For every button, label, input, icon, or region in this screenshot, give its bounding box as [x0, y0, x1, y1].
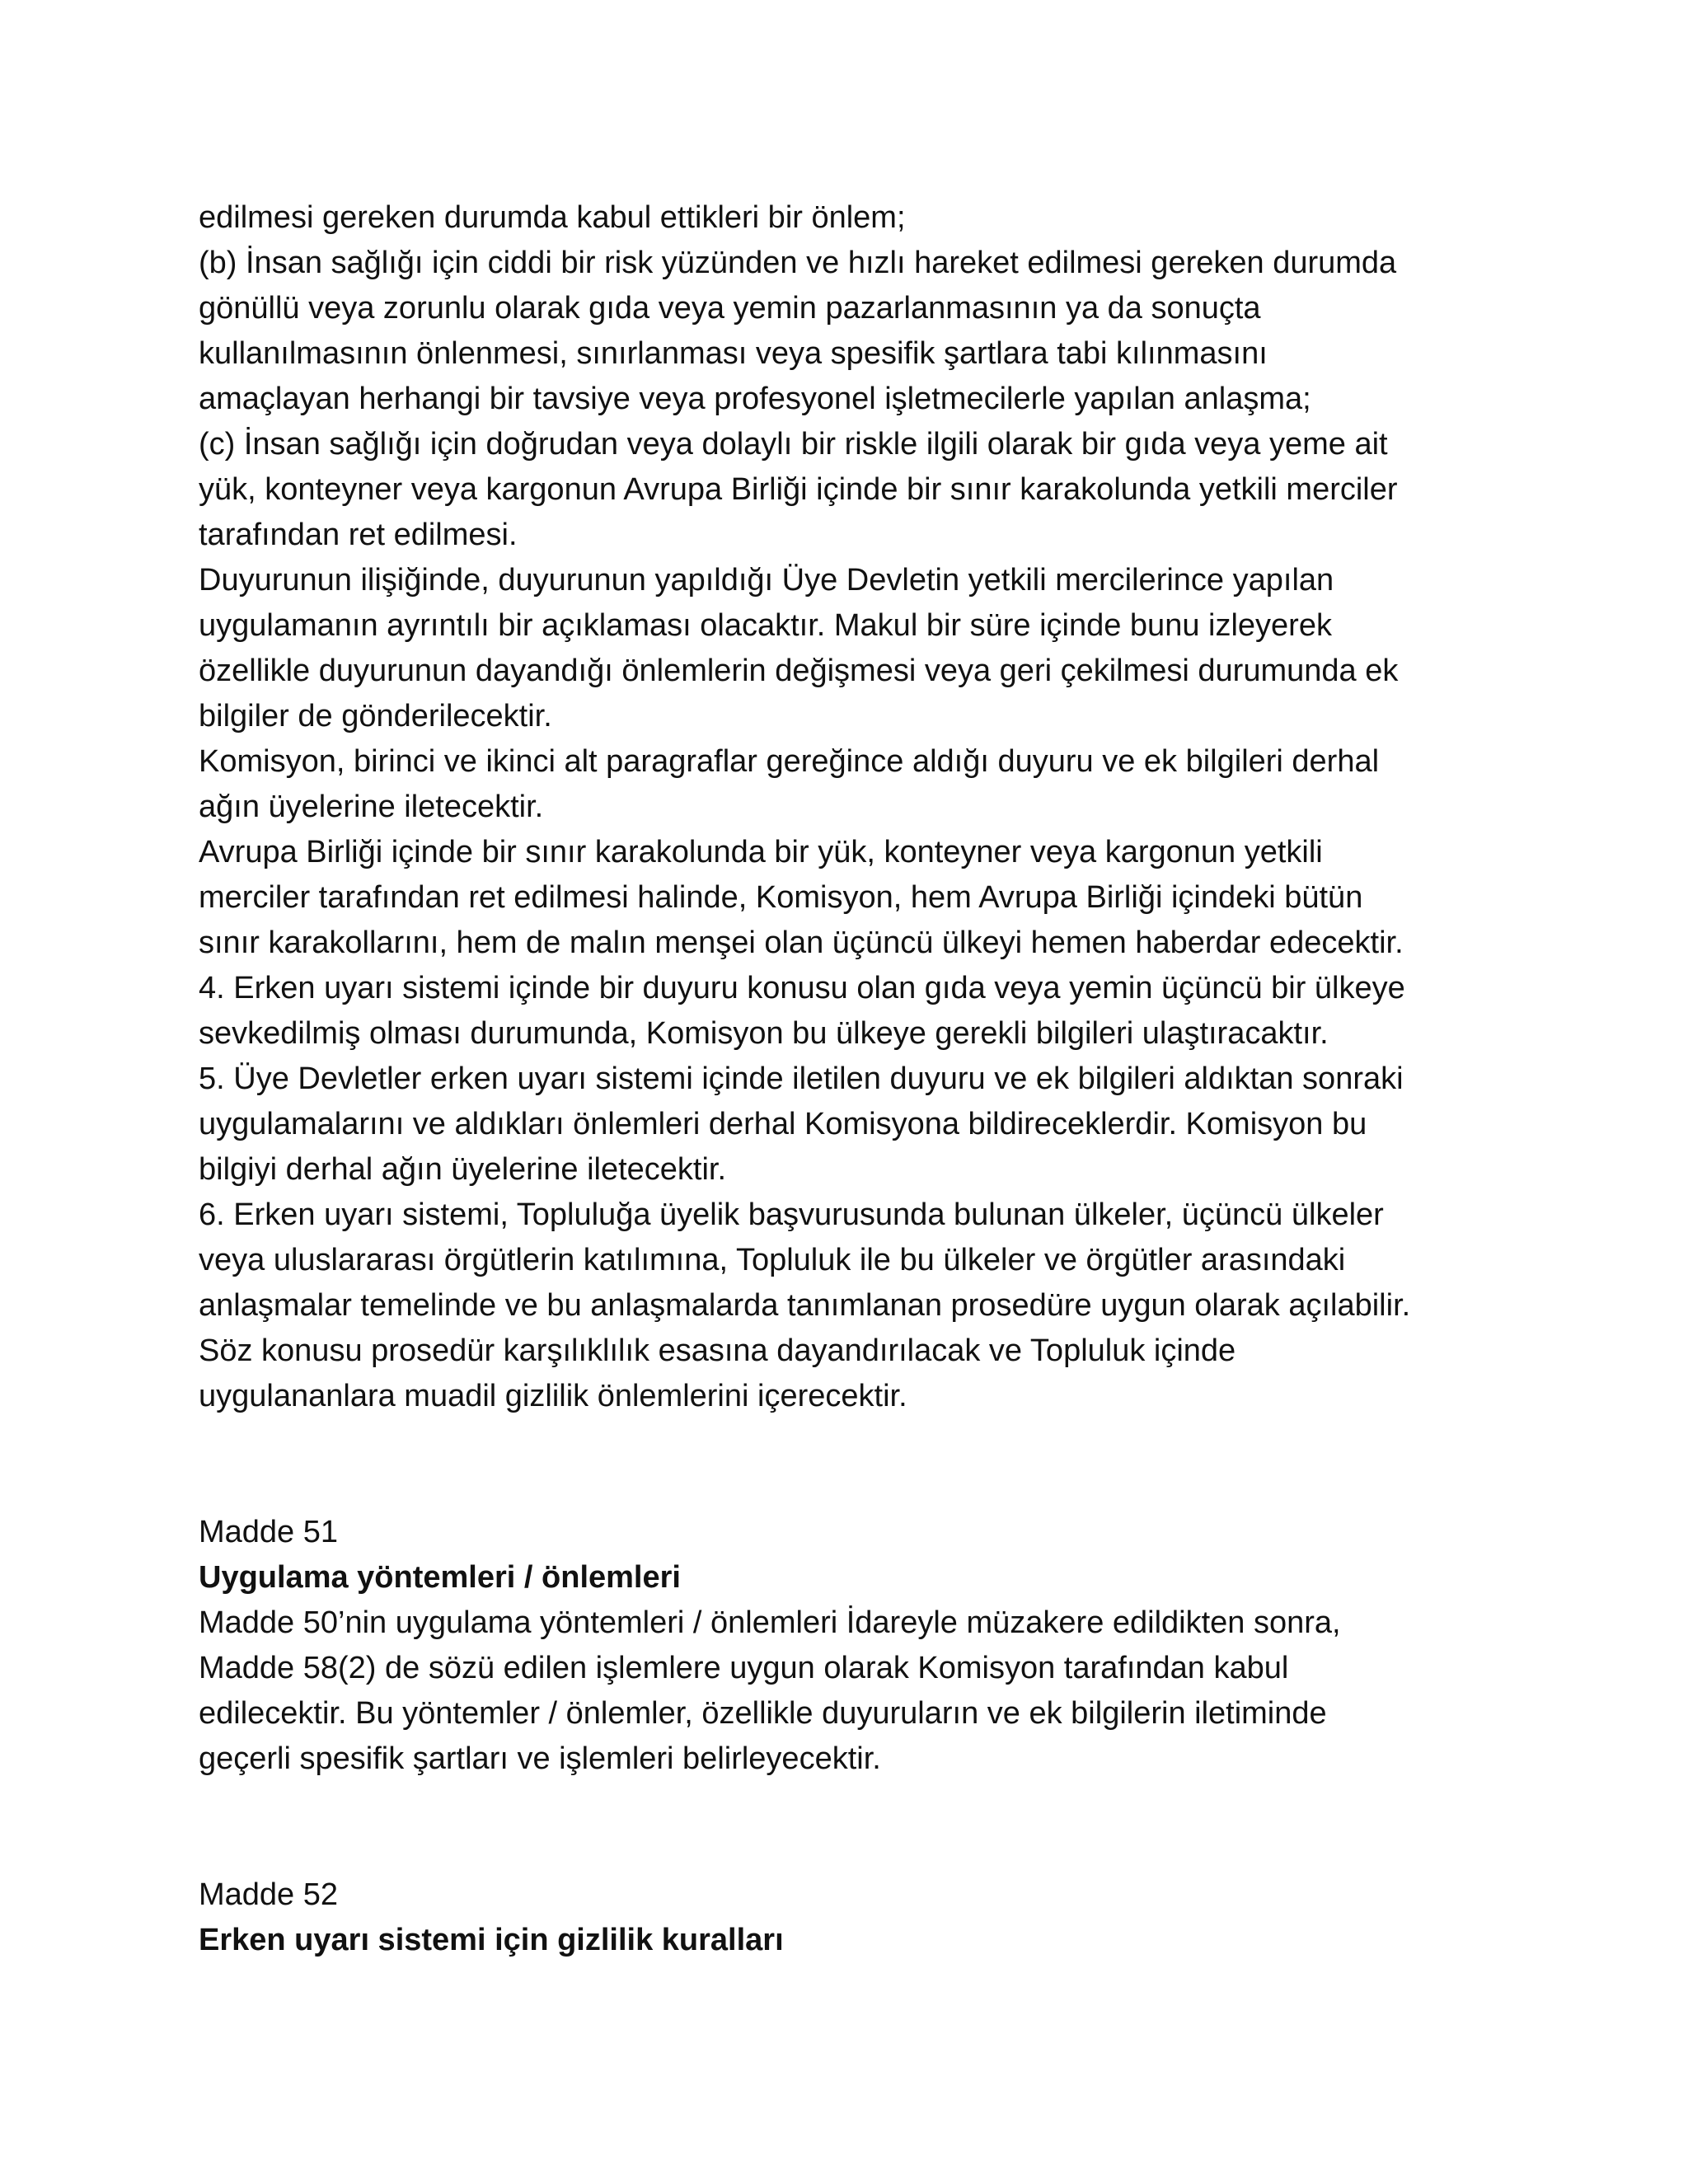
text-line: Avrupa Birliği içinde bir sınır karakolunda bir yük, konteyner veya kargonun yetkili: [199, 835, 1323, 869]
text-line: uygulamanın ayrıntılı bir açıklaması olacaktır. Makul bir süre içinde bunu izleyerek: [199, 608, 1332, 643]
document-body: [199, 195, 1501, 1963]
continued-paragraphs: [199, 195, 1501, 1419]
text-line: anlaşmalar temelinde ve bu anlaşmalarda tanımlanan prosedüre uygun olarak açılabilir.: [199, 1288, 1411, 1323]
text-line: uygulananlara muadil gizlilik önlemlerini içerecektir.: [199, 1379, 907, 1413]
text-line: ağın üyelerine iletecektir.: [199, 790, 544, 824]
text-line: Duyurunun ilişiğinde, duyurunun yapıldığı Üye Devletin yetkili mercilerince yapılan: [199, 563, 1334, 598]
article-51: [199, 1510, 1501, 1782]
text-line: bilgiyi derhal ağın üyelerine iletecektir.: [199, 1152, 727, 1187]
text-line: 6. Erken uyarı sistemi, Topluluğa üyelik başvurusunda bulunan ülkeler, üçüncü ülkeler: [199, 1197, 1384, 1232]
text-line: geçerli spesifik şartları ve işlemleri belirleyecektir.: [199, 1741, 881, 1776]
article-number: Madde 51: [199, 1515, 339, 1549]
text-line: yük, konteyner veya kargonun Avrupa Birliği içinde bir sınır karakolunda yetkili merciler: [199, 472, 1398, 507]
text-line: sevkedilmiş olması durumunda, Komisyon bu ülkeye gerekli bilgileri ulaştıracaktır.: [199, 1016, 1329, 1051]
text-line: veya uluslararası örgütlerin katılımına, Topluluk ile bu ülkeler ve örgütler arasındaki: [199, 1243, 1346, 1277]
section-spacer: [199, 1419, 1501, 1510]
text-line: Komisyon, birinci ve ikinci alt paragraflar gereğince aldığı duyuru ve ek bilgileri derhal: [199, 744, 1380, 779]
text-line: tarafından ret edilmesi.: [199, 518, 518, 552]
text-line: 4. Erken uyarı sistemi içinde bir duyuru konusu olan gıda veya yemin üçüncü bir ülkeye: [199, 971, 1405, 1005]
article-title: Erken uyarı sistemi için gizlilik kuralları: [199, 1923, 784, 1957]
text-line: Söz konusu prosedür karşılıklılık esasına dayandırılacak ve Topluluk içinde: [199, 1333, 1236, 1368]
text-line: özellikle duyurunun dayandığı önlemlerin değişmesi veya geri çekilmesi durumunda ek: [199, 654, 1399, 688]
text-line: merciler tarafından ret edilmesi halinde, Komisyon, hem Avrupa Birliği içindeki bütün: [199, 880, 1363, 915]
text-line: kullanılmasının önlenmesi, sınırlanması veya spesifik şartlara tabi kılınmasını: [199, 336, 1268, 371]
section-spacer: [199, 1782, 1501, 1872]
text-line: 5. Üye Devletler erken uyarı sistemi içinde iletilen duyuru ve ek bilgileri aldıktan sonraki: [199, 1062, 1404, 1096]
text-line: uygulamalarını ve aldıkları önlemleri derhal Komisyona bildireceklerdir. Komisyon bu: [199, 1107, 1367, 1141]
text-line: bilgiler de gönderilecektir.: [199, 699, 552, 733]
text-line: (c) İnsan sağlığı için doğrudan veya dolaylı bir riskle ilgili olarak bir gıda veya yeme ait: [199, 427, 1388, 462]
text-line: Madde 50’nin uygulama yöntemleri / önlemleri İdareyle müzakere edildikten sonra,: [199, 1605, 1341, 1640]
text-line: edilmesi gereken durumda kabul ettikleri bir önlem;: [199, 200, 906, 235]
article-title: Uygulama yöntemleri / önlemleri: [199, 1560, 681, 1595]
text-line: amaçlayan herhangi bir tavsiye veya profesyonel işletmecilerle yapılan anlaşma;: [199, 382, 1311, 416]
article-52: [199, 1872, 1501, 1963]
article-number: Madde 52: [199, 1877, 339, 1912]
text-line: Madde 58(2) de sözü edilen işlemlere uygun olarak Komisyon tarafından kabul: [199, 1651, 1289, 1685]
text-line: sınır karakollarını, hem de malın menşei olan üçüncü ülkeyi hemen haberdar edecektir.: [199, 926, 1404, 960]
text-line: (b) İnsan sağlığı için ciddi bir risk yüzünden ve hızlı hareket edilmesi gereken durumda: [199, 246, 1397, 280]
text-line: edilecektir. Bu yöntemler / önlemler, özellikle duyuruların ve ek bilgilerin iletiminde: [199, 1696, 1327, 1731]
text-line: gönüllü veya zorunlu olarak gıda veya yemin pazarlanmasının ya da sonuçta: [199, 291, 1261, 326]
